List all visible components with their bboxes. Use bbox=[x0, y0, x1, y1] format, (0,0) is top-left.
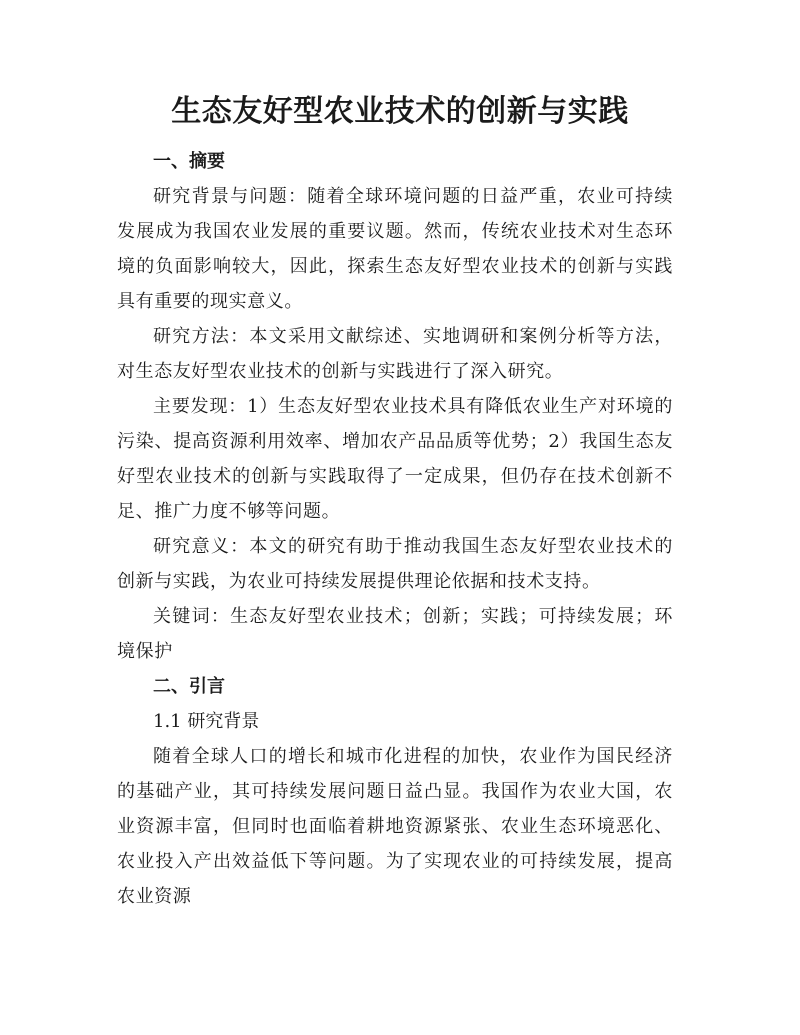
paragraph-keywords: 关键词：生态友好型农业技术；创新；实践；可持续发展；环境保护 bbox=[117, 606, 673, 662]
paragraph-significance: 研究意义：本文的研究有助于推动我国生态友好型农业技术的创新与实践，为农业可持续发展提供理论依据和技术支持。 bbox=[117, 536, 673, 592]
paragraph-findings: 主要发现：1）生态友好型农业技术具有降低农业生产对环境的污染、提高资源利用效率、增加农产品品质等优势；2）我国生态友好型农业技术的创新与实践取得了一定成果，但仍存在技术创新不足、推广力度不够等问题。 bbox=[117, 396, 673, 522]
section-heading-introduction: 二、引言 bbox=[153, 676, 225, 697]
document-title: 生态友好型农业技术的创新与实践 bbox=[171, 94, 629, 129]
section-heading-abstract: 一、摘要 bbox=[153, 151, 225, 172]
paragraph-intro-background: 随着全球人口的增长和城市化进程的加快，农业作为国民经济的基础产业，其可持续发展问题日益凸显。我国作为农业大国，农业资源丰富，但同时也面临着耕地资源紧张、农业生态环境恶化、农业投入产出效益低下等问题。为了实现农业的可持续发展，提高农业资源 bbox=[117, 746, 673, 907]
document-body bbox=[117, 144, 673, 914]
subsection-heading-1-1: 1.1 研究背景 bbox=[153, 711, 260, 732]
paragraph-method: 研究方法：本文采用文献综述、实地调研和案例分析等方法，对生态友好型农业技术的创新与实践进行了深入研究。 bbox=[117, 326, 673, 382]
paragraph-background: 研究背景与问题：随着全球环境问题的日益严重，农业可持续发展成为我国农业发展的重要议题。然而，传统农业技术对生态环境的负面影响较大，因此，探索生态友好型农业技术的创新与实践具有重要的现实意义。 bbox=[117, 186, 673, 312]
